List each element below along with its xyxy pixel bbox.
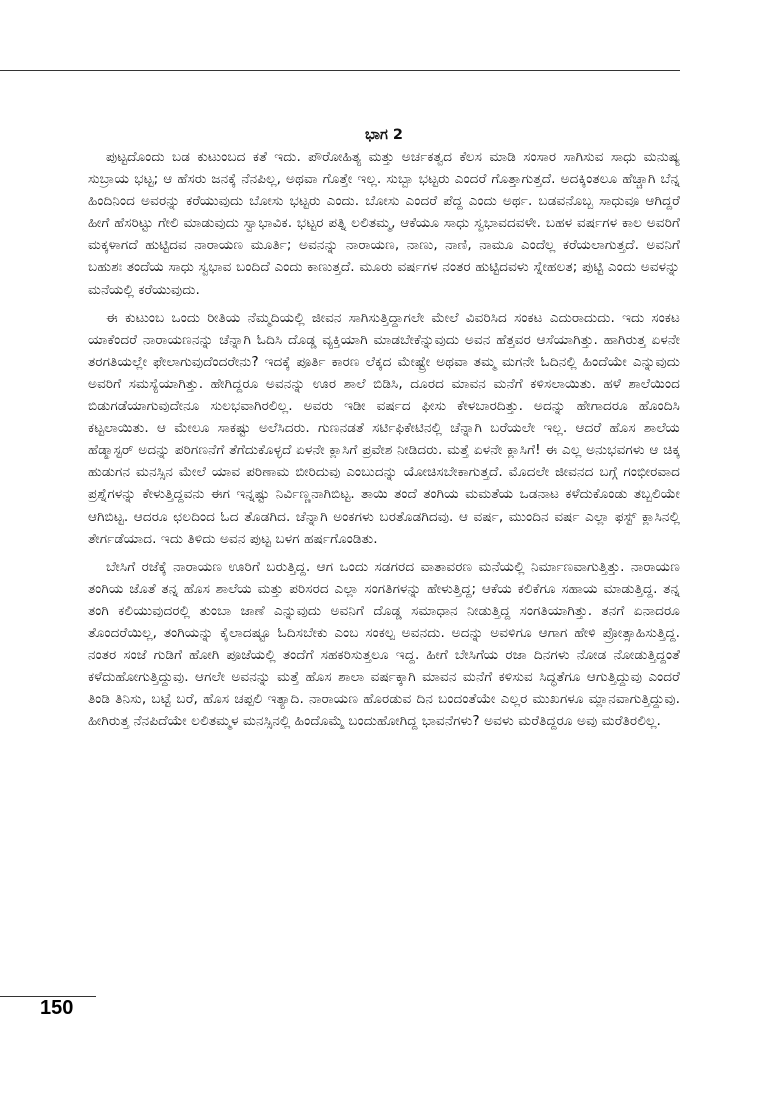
body-text	[88, 146, 680, 738]
page-number: 150	[40, 997, 74, 1019]
chapter-heading: ಭಾಗ 2	[364, 127, 403, 143]
top-rule	[0, 70, 680, 71]
paragraph-2: ಈ ಕುಟುಂಬ ಒಂದು ರೀತಿಯ ನೆಮ್ಮದಿಯಲ್ಲಿ ಜೀವನ ಸಾಗಿಸುತ್ತಿದ್ದಾಗಲೇ ಮೇಲೆ ವಿವರಿಸಿದ ಸಂಕಟ ಎದುರಾದುದು. ಇದು ಸಂಕಟ ಯಾಕೆಂದರೆ ನಾರಾಯಣನನ್ನು ಚೆನ್ನಾಗಿ ಓದಿಸಿ ದೊಡ್ಡ ವ್ಯಕ್ತಿಯಾಗಿ ಮಾಡಬೇಕೆನ್ನುವುದು ಅವನ ಹೆತ್ತವರ ಆಸೆಯಾಗಿತ್ತು. ಹಾಗಿರುತ್ತ ಏಳನೇ ತರಗತಿಯಲ್ಲೇ ಫೇಲಾಗುವುದೆಂದರೇನು? ಇದಕ್ಕೆ ಪೂರ್ತಿ ಕಾರಣ ಲೆಕ್ಕದ ಮೇಷ್ಟ್ರೇ ಅಥವಾ ತಮ್ಮ ಮಗನೇ ಓದಿನಲ್ಲಿ ಹಿಂದೆಯೇ ಎನ್ನುವುದು ಅವರಿಗೆ ಸಮಸ್ಯೆಯಾಗಿತ್ತು. ಹೇಗಿದ್ದರೂ ಅವನನ್ನು ಊರ ಶಾಲೆ ಬಿಡಿಸಿ, ದೂರದ ಮಾವನ ಮನೆಗೆ ಕಳಿಸಲಾಯಿತು. ಹಳೆ ಶಾಲೆಯಿಂದ ಬಿಡುಗಡೆಯಾಗುವುದೇನೂ ಸುಲಭವಾಗಿರಲಿಲ್ಲ. ಅವರು ಇಡೀ ವರ್ಷದ ಫೀಸು ಕೇಳಬಾರದಿತ್ತು. ಅದನ್ನು ಹೇಗಾದರೂ ಹೊಂದಿಸಿ ಕಟ್ಟಲಾಯಿತು. ಆ ಮೇಲೂ ಸಾಕಷ್ಟು ಅಲೆಸಿದರು. ಗುಣನಡತೆ ಸರ್ಟಿಫಿಕೇಟಿನಲ್ಲಿ ಚೆನ್ನಾಗಿ ಬರೆಯಲೇ ಇಲ್ಲ. ಆದರೆ ಹೊಸ ಶಾಲೆಯ ಹೆಡ್ಮಾಸ್ಟರ್ ಅದನ್ನು ಪರಿಗಣನೆಗೆ ತೆಗೆದುಕೊಳ್ಳದೆ ಏಳನೇ ಕ್ಲಾಸಿಗೆ ಪ್ರವೇಶ ನೀಡಿದರು. ಮತ್ತೆ ಏಳನೇ ಕ್ಲಾಸಿಗೆ! ಈ ಎಲ್ಲ ಅನುಭವಗಳು ಆ ಚಿಕ್ಕ ಹುಡುಗನ ಮನಸ್ಸಿನ ಮೇಲೆ ಯಾವ ಪರಿಣಾಮ ಬೀರಿದುವು ಎಂಬುದನ್ನು ಯೋಚಿಸಬೇಕಾಗುತ್ತದೆ. ಮೊದಲೇ ಜೀವನದ ಬಗ್ಗೆ ಗಂಭೀರವಾದ ಪ್ರಶ್ನೆಗಳನ್ನು ಕೇಳುತ್ತಿದ್ದವನು ಈಗ ಇನ್ನಷ್ಟು ನಿರ್ವಿಣ್ಣನಾಗಿಬಿಟ್ಟ. ತಾಯಿ ತಂದೆ ತಂಗಿಯ ಮಮತೆಯ ಒಡನಾಟ ಕಳೆದುಕೊಂಡು ತಬ್ಬಲಿಯೇ ಆಗಿಬಿಟ್ಟ. ಆದರೂ ಛಲದಿಂದ ಓದ ತೊಡಗಿದ. ಚೆನ್ನಾಗಿ ಅಂಕಗಳು ಬರತೊಡಗಿದವು. ಆ ವರ್ಷ, ಮುಂದಿನ ವರ್ಷ ಎಲ್ಲಾ ಫಸ್ಟ್ ಕ್ಲಾಸಿನಲ್ಲಿ ತೇರ್ಗಡೆಯಾದ. ಇದು ತಿಳಿದು ಅವನ ಪುಟ್ಟ ಬಳಗ ಹರ್ಷಗೊಂಡಿತು.	[88, 309, 680, 547]
paragraph-3: ಬೇಸಿಗೆ ರಜೆಕ್ಕೆ ನಾರಾಯಣ ಊರಿಗೆ ಬರುತ್ತಿದ್ದ. ಆಗ ಒಂದು ಸಡಗರದ ವಾತಾವರಣ ಮನೆಯಲ್ಲಿ ನಿರ್ಮಾಣವಾಗುತ್ತಿತ್ತು. ನಾರಾಯಣ ತಂಗಿಯ ಜೊತೆ ತನ್ನ ಹೊಸ ಶಾಲೆಯ ಮತ್ತು ಪರಿಸರದ ಎಲ್ಲಾ ಸಂಗತಿಗಳನ್ನು ಹೇಳುತ್ತಿದ್ದ; ಆಕೆಯ ಕಲಿಕೆಗೂ ಸಹಾಯ ಮಾಡುತ್ತಿದ್ದ. ತನ್ನ ತಂಗಿ ಕಲಿಯುವುದರಲ್ಲಿ ತುಂಬಾ ಜಾಣೆ ಎನ್ನುವುದು ಅವನಿಗೆ ದೊಡ್ಡ ಸಮಾಧಾನ ನೀಡುತ್ತಿದ್ದ ಸಂಗತಿಯಾಗಿತ್ತು. ತನಗೆ ಏನಾದರೂ ತೊಂದರೆಯಿಲ್ಲ, ತಂಗಿಯನ್ನು ಕೈಲಾದಷ್ಟೂ ಓದಿಸಬೇಕು ಎಂಬ ಸಂಕಲ್ಪ ಅವನದು. ಅದನ್ನು ಅವಳಿಗೂ ಆಗಾಗ ಹೇಳಿ ಪ್ರೋತ್ಸಾಹಿಸುತ್ತಿದ್ದ. ನಂತರ ಸಂಜೆ ಗುಡಿಗೆ ಹೋಗಿ ಪೂಜೆಯಲ್ಲಿ ತಂದೆಗೆ ಸಹಕರಿಸುತ್ತಲೂ ಇದ್ದ. ಹೀಗೆ ಬೇಸಿಗೆಯ ರಜಾ ದಿನಗಳು ನೋಡ ನೋಡುತ್ತಿದ್ದಂತೆ ಕಳೆದುಹೋಗುತ್ತಿದ್ದುವು. ಆಗಲೇ ಅವನನ್ನು ಮತ್ತೆ ಹೊಸ ಶಾಲಾ ವರ್ಷಕ್ಕಾಗಿ ಮಾವನ ಮನೆಗೆ ಕಳಿಸುವ ಸಿದ್ಧತೆಗೂ ಆಗುತ್ತಿದ್ದುವು ಎಂದರೆ ತಿಂಡಿ ತಿನಿಸು, ಬಟ್ಟೆ ಬರೆ, ಹೊಸ ಚಪ್ಪಲಿ ಇತ್ಯಾದಿ. ನಾರಾಯಣ ಹೊರಡುವ ದಿನ ಬಂದಂತೆಯೇ ಎಲ್ಲರ ಮುಖಗಳೂ ಮ್ಲಾನವಾಗುತ್ತಿದ್ದುವು. ಹೀಗಿರುತ್ತ ನೆನಪಿದೆಯೇ ಲಲಿತಮ್ಮಳ ಮನಸ್ಸಿನಲ್ಲಿ ಹಿಂದೊಮ್ಮೆ ಬಂದುಹೋಗಿದ್ದ ಭಾವನೆಗಳು? ಅವಳು ಮರೆತಿದ್ದರೂ ಅವು ಮರೆತಿರಲಿಲ್ಲ.	[88, 558, 680, 730]
paragraph-1: ಪುಟ್ಟದೊಂದು ಬಡ ಕುಟುಂಬದ ಕತೆ ಇದು. ಪೌರೋಹಿತ್ಯ ಮತ್ತು ಅರ್ಚಕತ್ವದ ಕೆಲಸ ಮಾಡಿ ಸಂಸಾರ ಸಾಗಿಸುವ ಸಾಧು ಮನುಷ್ಯ ಸುಬ್ರಾಯ ಭಟ್ಟ; ಆ ಹೆಸರು ಜನಕ್ಕೆ ನೆನಪಿಲ್ಲ, ಅಥವಾ ಗೊತ್ತೇ ಇಲ್ಲ. ಸುಬ್ಬಾ ಭಟ್ಟರು ಎಂದರೆ ಗೊತ್ತಾಗುತ್ತದೆ. ಅದಕ್ಕಿಂತಲೂ ಹೆಚ್ಚಾಗಿ ಬೆನ್ನ ಹಿಂದಿನಿಂದ ಅವರನ್ನು ಕರೆಯುವುದು ಬೋಸು ಭಟ್ಟರು ಎಂದು. ಬೋಸು ಎಂದರೆ ಪೆದ್ದ ಎಂದು ಅರ್ಥ. ಬಡವನೊಬ್ಬ ಸಾಧುವೂ ಆಗಿದ್ದರೆ ಹೀಗೆ ಹೆಸರಿಟ್ಟು ಗೇಲಿ ಮಾಡುವುದು ಸ್ವಾಭಾವಿಕ. ಭಟ್ಟರ ಪತ್ನಿ ಲಲಿತಮ್ಮ, ಆಕೆಯೂ ಸಾಧು ಸ್ವಭಾವದವಳೇ. ಬಹಳ ವರ್ಷಗಳ ಕಾಲ ಅವರಿಗೆ ಮಕ್ಕಳಾಗದೆ ಹುಟ್ಟಿದವ ನಾರಾಯಣ ಮೂರ್ತಿ; ಅವನನ್ನು ನಾರಾಯಣ, ನಾಣು, ನಾಣಿ, ನಾಮೂ ಎಂದೆಲ್ಲ ಕರೆಯಲಾಗುತ್ತದೆ. ಅವನಿಗೆ ಬಹುಶಃ ತಂದೆಯ ಸಾಧು ಸ್ವಭಾವ ಬಂದಿದೆ ಎಂದು ಕಾಣುತ್ತದೆ. ಮೂರು ವರ್ಷಗಳ ನಂತರ ಹುಟ್ಟಿದವಳು ಸ್ನೇಹಲತ; ಪುಟ್ಟಿ ಎಂದು ಅವಳನ್ನು ಮನೆಯಲ್ಲಿ ಕರೆಯುವುದು.	[88, 149, 680, 298]
